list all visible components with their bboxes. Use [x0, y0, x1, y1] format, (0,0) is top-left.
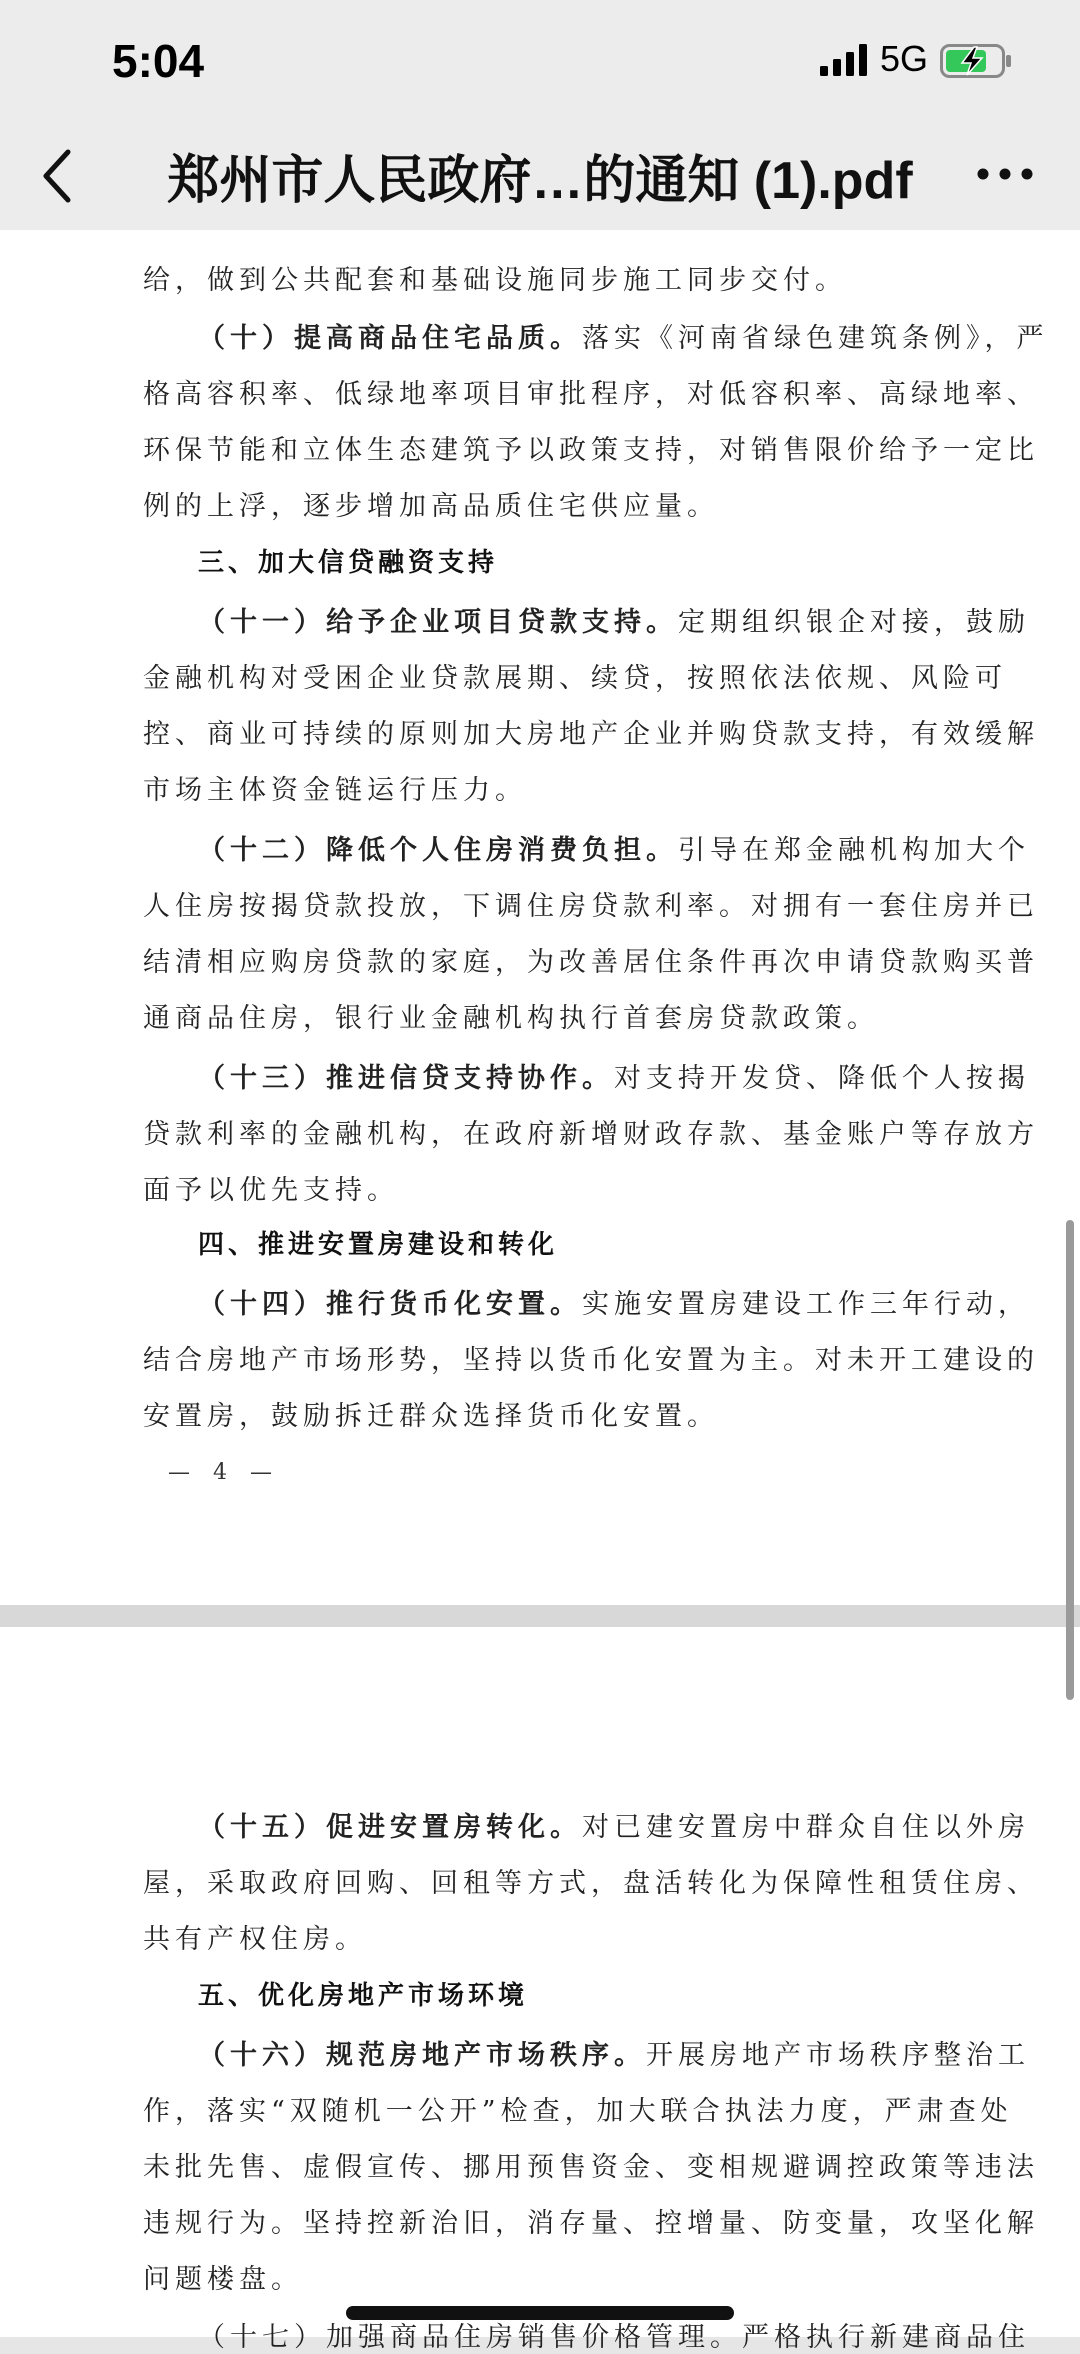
- battery-charging-icon: [940, 44, 1012, 78]
- paragraph-line: [0, 2033, 1080, 2072]
- text-line: 市场主体资金链运行压力。: [143, 775, 527, 806]
- text-line: 结清相应购房贷款的家庭，为改善居住条件再次申请贷款购买普: [143, 947, 1039, 978]
- pdf-page-5: [0, 1627, 1080, 2353]
- text-line: 共有产权住房。: [143, 1924, 367, 1955]
- text-line: 未批先售、虚假宣传、挪用预售资金、变相规避调控政策等违法: [143, 2152, 1039, 2183]
- scrollbar[interactable]: [1066, 1220, 1074, 1700]
- status-time: 5:04: [112, 35, 205, 87]
- text-line: 结合房地产市场形势，坚持以货币化安置为主。对未开工建设的: [143, 1345, 1039, 1376]
- item-title: （十）提高商品住宅品质。: [198, 323, 582, 354]
- paragraph-line: [0, 1282, 1080, 1321]
- text-line: 人住房按揭贷款投放，下调住房贷款利率。对拥有一套住房并已: [143, 891, 1039, 922]
- item-title: （十四）推行货币化安置。: [198, 1289, 582, 1320]
- page-number: — 4 —: [168, 1460, 280, 1485]
- paragraph-line: [0, 600, 1080, 639]
- paragraph-line: [0, 1805, 1080, 1844]
- document-title: 郑州市人民政府…的通知 (1).pdf: [167, 152, 913, 210]
- section-heading: 四、推进安置房建设和转化: [198, 1230, 559, 1260]
- network-label: 5G: [880, 38, 929, 79]
- item-text: 对已建安置房中群众自住以外房: [582, 1812, 1030, 1843]
- text-line: 作，落实“双随机一公开”检查，加大联合执法力度，严肃查处: [143, 2096, 1013, 2127]
- more-options-icon[interactable]: [975, 162, 1035, 186]
- item-text: 定期组织银企对接，鼓励: [678, 607, 1030, 638]
- text-line: 通商品住房，银行业金融机构执行首套房贷款政策。: [143, 1003, 879, 1034]
- section-heading: 五、优化房地产市场环境: [198, 1981, 529, 2011]
- text-line: 违规行为。坚持控新治旧，消存量、控增量、防变量，攻坚化解: [143, 2208, 1039, 2239]
- item-title: （十六）规范房地产市场秩序。: [198, 2040, 646, 2071]
- text-line: 贷款利率的金融机构，在政府新增财政存款、基金账户等存放方: [143, 1119, 1039, 1150]
- text-line: 屋，采取政府回购、回租等方式，盘活转化为保障性租赁住房、: [143, 1868, 1039, 1899]
- item-text: 引导在郑金融机构加大个: [678, 835, 1030, 866]
- text-line: 格高容积率、低绿地率项目审批程序，对低容积率、高绿地率、: [143, 379, 1039, 410]
- home-indicator[interactable]: [346, 2306, 734, 2320]
- item-title: （十五）促进安置房转化。: [198, 1812, 582, 1843]
- item-text: 落实《河南省绿色建筑条例》，严: [582, 323, 1049, 354]
- section-heading: 三、加大信贷融资支持: [198, 548, 499, 578]
- text-line: 安置房，鼓励拆迁群众选择货币化安置。: [143, 1401, 719, 1432]
- item-text: 实施安置房建设工作三年行动，: [582, 1289, 1030, 1320]
- text-line: 例的上浮，逐步增加高品质住宅供应量。: [143, 491, 719, 522]
- text-line: 金融机构对受困企业贷款展期、续贷，按照依法依规、风险可: [143, 663, 1007, 694]
- text-line: 问题楼盘。: [143, 2264, 303, 2295]
- item-title: （十二）降低个人住房消费负担。: [198, 835, 678, 866]
- paragraph-line: [0, 316, 1080, 355]
- paragraph-line-partial: （十七）加强商品住房销售价格管理。严格执行新建商品住: [198, 2322, 1030, 2353]
- text-line: 给，做到公共配套和基础设施同步施工同步交付。: [143, 265, 847, 296]
- pdf-page-4: [0, 230, 1080, 1605]
- signal-icon: [820, 44, 868, 76]
- item-text: 对支持开发贷、降低个人按揭: [614, 1063, 1030, 1094]
- back-chevron-icon[interactable]: [38, 148, 78, 204]
- paragraph-line: [0, 828, 1080, 867]
- text-line: 面予以优先支持。: [143, 1175, 399, 1206]
- item-title: （十三）推进信贷支持协作。: [198, 1063, 614, 1094]
- page-divider: [0, 1605, 1080, 1627]
- text-line: 环保节能和立体生态建筑予以政策支持，对销售限价给予一定比: [143, 435, 1039, 466]
- paragraph-line: [0, 1056, 1080, 1095]
- text-line: 控、商业可持续的原则加大房地产企业并购贷款支持，有效缓解: [143, 719, 1039, 750]
- item-title: （十一）给予企业项目贷款支持。: [198, 607, 678, 638]
- item-text: 开展房地产市场秩序整治工: [646, 2040, 1030, 2071]
